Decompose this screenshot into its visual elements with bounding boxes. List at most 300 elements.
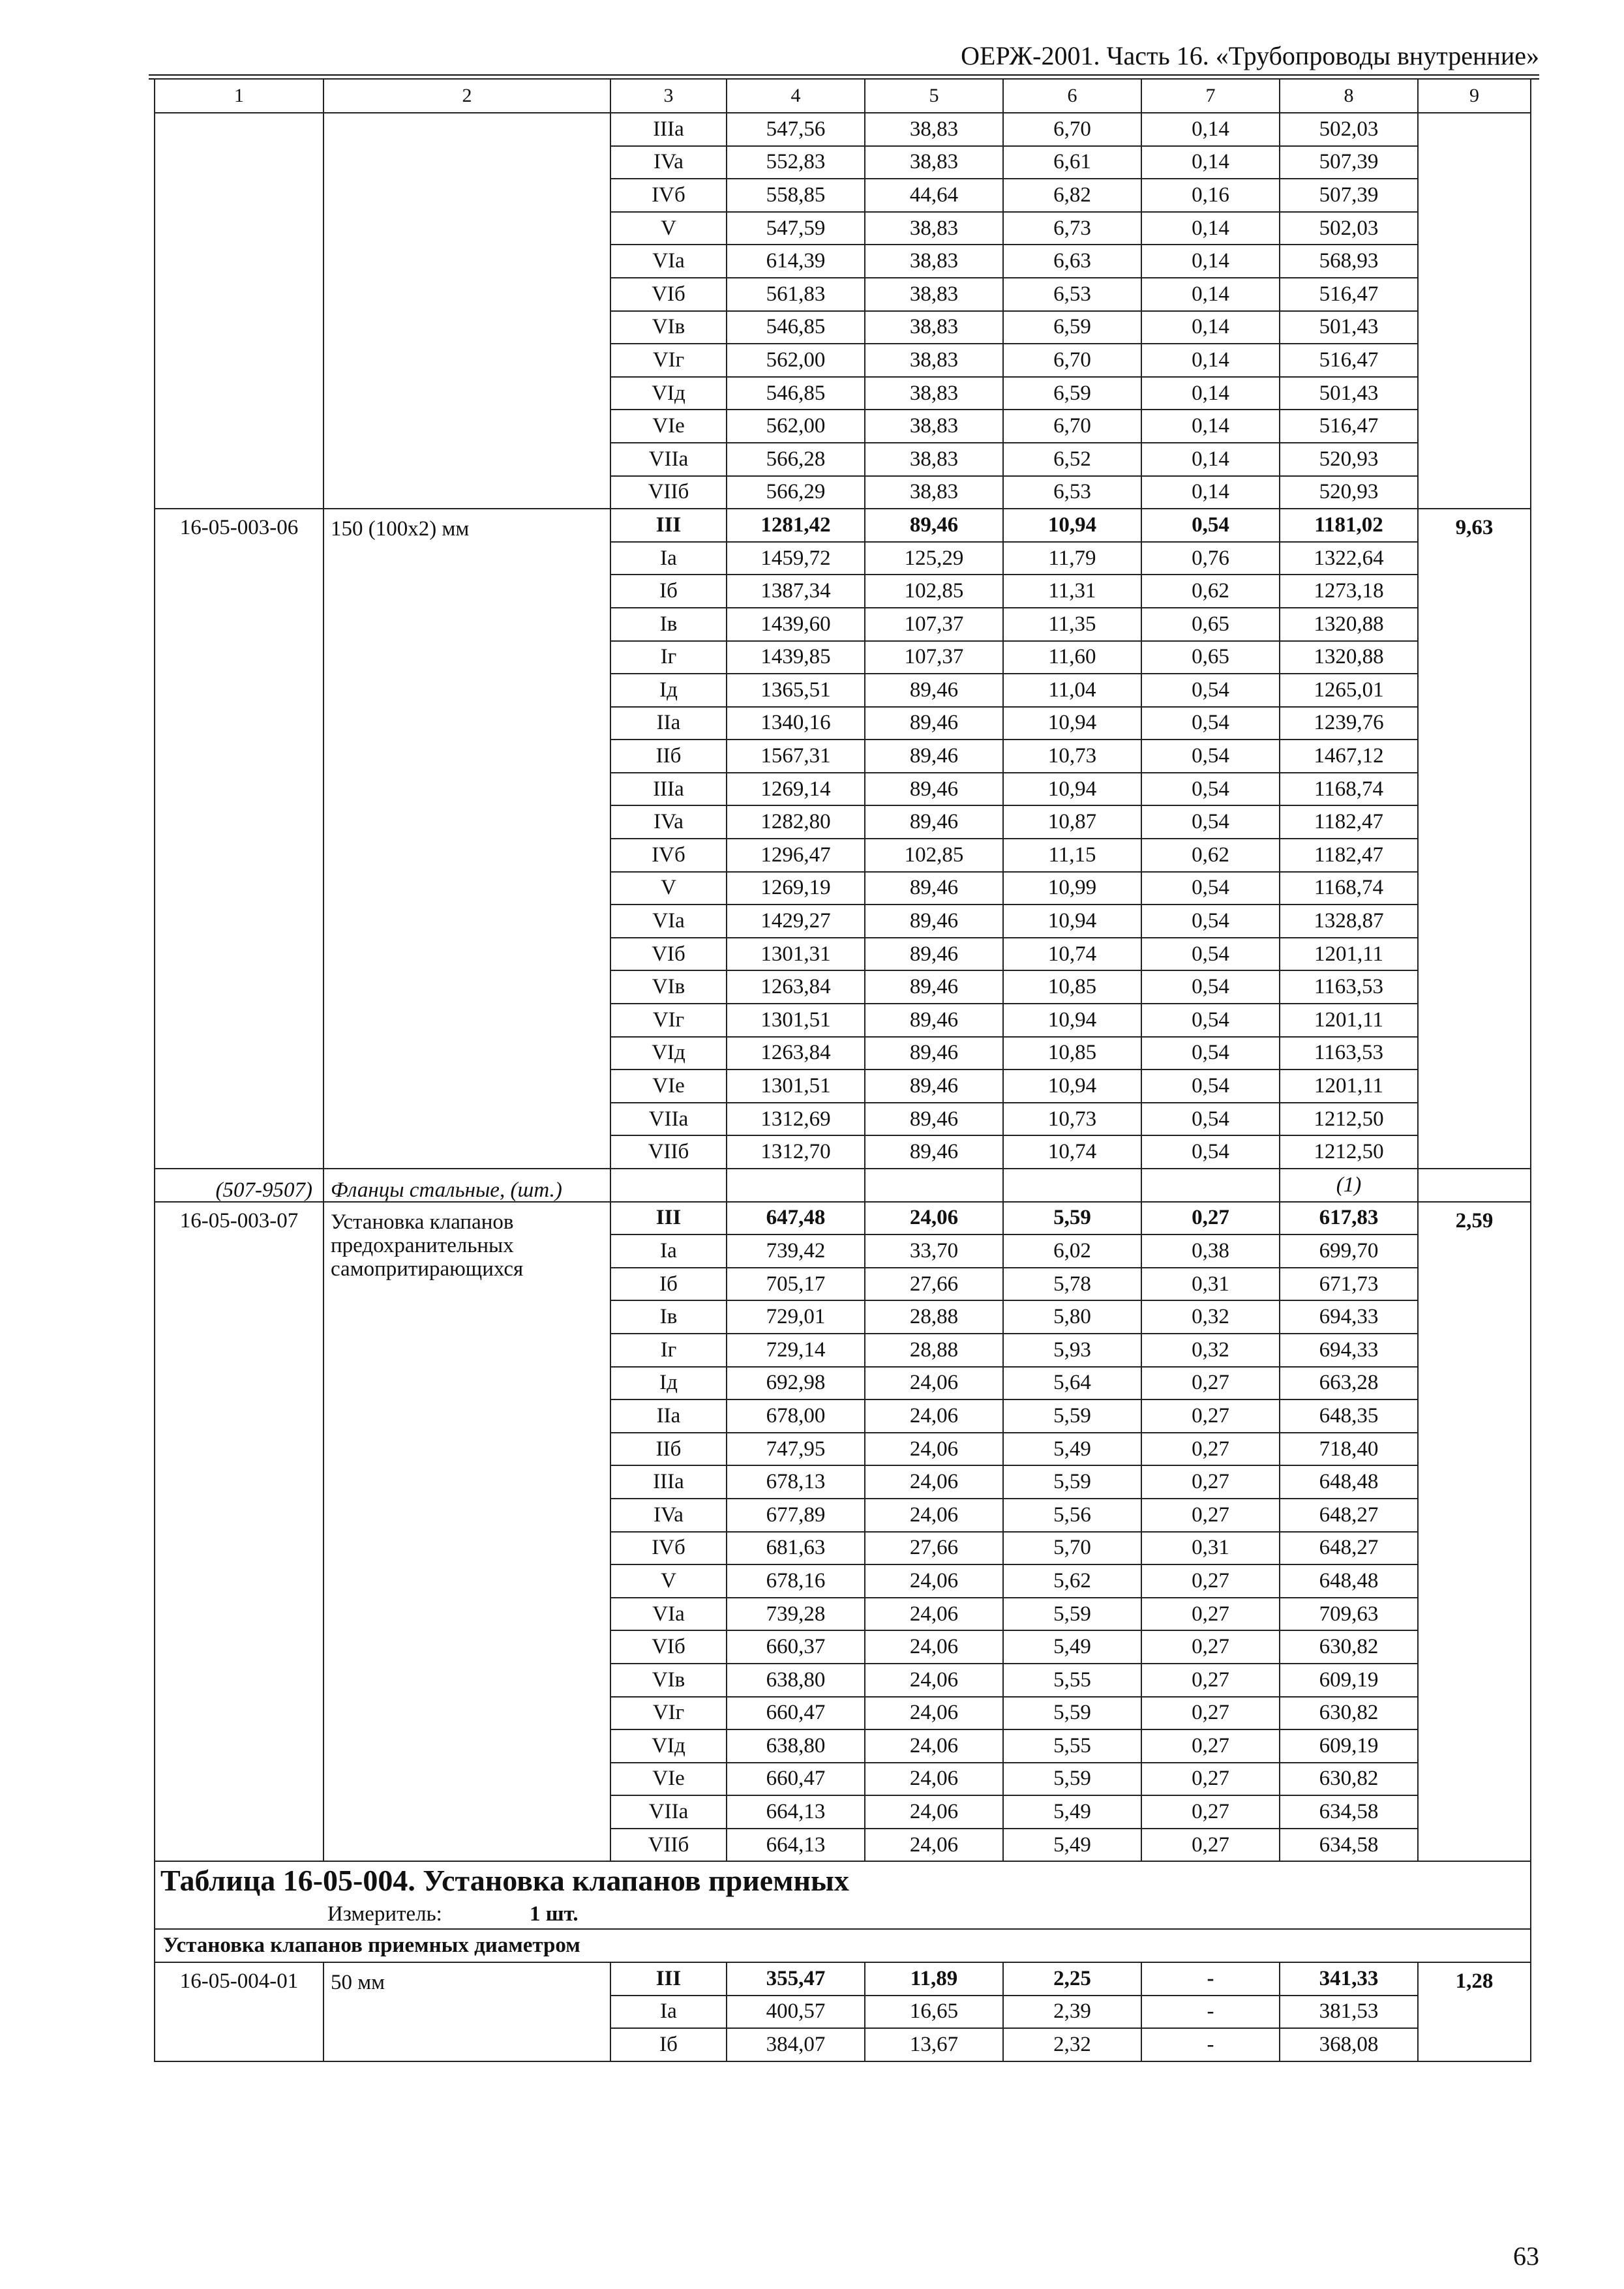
cell-col-4: 614,39: [727, 245, 865, 278]
cell-col-3: IIб: [610, 1433, 727, 1466]
cell-col-8: 663,28: [1280, 1367, 1418, 1400]
cell-col-8: 1201,11: [1280, 938, 1418, 971]
cell-col-6: 6,73: [1003, 212, 1141, 245]
cell-col-7: 0,54: [1141, 872, 1280, 905]
labor-norm: 1,28: [1418, 1962, 1531, 2061]
cell-col-3: VIв: [610, 1664, 727, 1697]
cell-col-4: 1387,34: [727, 575, 865, 608]
table-row: [155, 113, 1531, 146]
cell-col-8: 1322,64: [1280, 542, 1418, 575]
cell-col-3: Iб: [610, 575, 727, 608]
cell-col-8: 520,93: [1280, 476, 1418, 509]
cell-col-5: 24,06: [865, 1399, 1003, 1433]
cell-col-5: 13,67: [865, 2028, 1003, 2061]
cell-col-8: 1181,02: [1280, 509, 1418, 542]
cell-col-5: 24,06: [865, 1202, 1003, 1235]
column-number: 3: [610, 79, 727, 113]
cell-col-4: 692,98: [727, 1367, 865, 1400]
cell-col-3: Ia: [610, 1996, 727, 2029]
cell-col-7: 0,14: [1141, 278, 1280, 311]
cell-col-7: 0,38: [1141, 1234, 1280, 1268]
blank-cell: [1141, 1169, 1280, 1202]
cell-col-7: 0,54: [1141, 509, 1280, 542]
blank-cell: [1003, 1169, 1141, 1202]
cell-col-5: 89,46: [865, 1103, 1003, 1136]
cell-col-8: 568,93: [1280, 245, 1418, 278]
cell-col-5: 24,06: [865, 1729, 1003, 1763]
cell-col-4: 664,13: [727, 1829, 865, 1862]
cell-col-3: VIг: [610, 1004, 727, 1037]
cell-col-4: 1282,80: [727, 805, 865, 839]
cell-col-7: 0,14: [1141, 311, 1280, 344]
cell-col-6: 6,53: [1003, 278, 1141, 311]
cell-col-5: 38,83: [865, 278, 1003, 311]
cell-col-6: 10,94: [1003, 1004, 1141, 1037]
cell-col-7: 0,54: [1141, 1103, 1280, 1136]
cell-col-5: 89,46: [865, 773, 1003, 806]
cell-col-8: 1168,74: [1280, 872, 1418, 905]
cell-col-8: 671,73: [1280, 1268, 1418, 1301]
cell-col-5: 24,06: [865, 1664, 1003, 1697]
cell-col-5: 33,70: [865, 1234, 1003, 1268]
cell-col-5: 38,83: [865, 410, 1003, 443]
labor-norm: 2,59: [1418, 1202, 1531, 1862]
cell-col-7: 0,54: [1141, 905, 1280, 938]
item-description: 50 мм: [323, 1962, 610, 2061]
cell-col-6: 6,02: [1003, 1234, 1141, 1268]
cell-col-5: 16,65: [865, 1996, 1003, 2029]
cell-col-3: IVб: [610, 179, 727, 212]
cell-col-6: 2,39: [1003, 1996, 1141, 2029]
cell-col-3: VIa: [610, 905, 727, 938]
meter-value: 1 шт.: [530, 1902, 579, 1926]
cell-col-3: III: [610, 1202, 727, 1235]
column-number: 1: [155, 79, 323, 113]
cell-col-5: 89,46: [865, 740, 1003, 773]
item-code: 16-05-004-01: [155, 1962, 323, 2061]
cell-col-5: 24,06: [865, 1697, 1003, 1730]
cell-col-5: 89,46: [865, 905, 1003, 938]
cell-col-5: 24,06: [865, 1630, 1003, 1664]
material-note-row: [155, 1169, 1531, 1202]
cell-col-6: 10,94: [1003, 509, 1141, 542]
cell-col-5: 38,83: [865, 311, 1003, 344]
cell-col-4: 747,95: [727, 1433, 865, 1466]
cell-col-3: Ia: [610, 1234, 727, 1268]
cell-col-3: VIб: [610, 278, 727, 311]
cell-col-3: IVa: [610, 805, 727, 839]
cell-col-3: VIIa: [610, 1103, 727, 1136]
cell-col-5: 89,46: [865, 1004, 1003, 1037]
cell-col-8: 1182,47: [1280, 839, 1418, 872]
cell-col-3: VIIa: [610, 1795, 727, 1829]
cell-col-3: IVб: [610, 839, 727, 872]
cell-col-8: 1212,50: [1280, 1135, 1418, 1169]
cell-col-4: 546,85: [727, 311, 865, 344]
cell-col-4: 681,63: [727, 1532, 865, 1565]
cell-col-4: 660,47: [727, 1697, 865, 1730]
cell-col-5: 38,83: [865, 443, 1003, 476]
cell-col-6: 5,59: [1003, 1465, 1141, 1499]
cell-col-4: 660,37: [727, 1630, 865, 1664]
cell-col-6: 6,70: [1003, 113, 1141, 146]
cell-col-6: 6,63: [1003, 245, 1141, 278]
cell-col-7: 0,27: [1141, 1664, 1280, 1697]
cell-col-3: VIд: [610, 1037, 727, 1070]
cell-col-5: 44,64: [865, 179, 1003, 212]
cell-col-6: 5,59: [1003, 1763, 1141, 1796]
cell-col-4: 729,01: [727, 1300, 865, 1334]
cell-col-3: VIIб: [610, 476, 727, 509]
cell-col-7: 0,27: [1141, 1367, 1280, 1400]
material-quantity: (1): [1280, 1169, 1418, 1202]
cell-col-8: 1273,18: [1280, 575, 1418, 608]
cell-col-5: 102,85: [865, 839, 1003, 872]
cell-col-8: 630,82: [1280, 1697, 1418, 1730]
meter-label: Измеритель:: [327, 1902, 442, 1926]
cell-col-8: 1201,11: [1280, 1070, 1418, 1103]
cell-col-4: 1281,42: [727, 509, 865, 542]
cell-col-7: 0,65: [1141, 608, 1280, 641]
cell-col-6: 6,82: [1003, 179, 1141, 212]
cell-col-3: V: [610, 872, 727, 905]
cell-col-8: 516,47: [1280, 278, 1418, 311]
cell-col-4: 1301,51: [727, 1004, 865, 1037]
cell-col-8: 1201,11: [1280, 1004, 1418, 1037]
cell-col-5: 89,46: [865, 674, 1003, 707]
cell-col-7: 0,31: [1141, 1268, 1280, 1301]
cell-col-7: 0,32: [1141, 1334, 1280, 1367]
cell-col-6: 5,70: [1003, 1532, 1141, 1565]
blank-cell: [727, 1169, 865, 1202]
table-title-row: [155, 1861, 1531, 1900]
cell-col-5: 11,89: [865, 1962, 1003, 1996]
table-row: [155, 1962, 1531, 1996]
cell-col-8: 699,70: [1280, 1234, 1418, 1268]
cell-col-8: 501,43: [1280, 377, 1418, 410]
cell-col-8: 648,48: [1280, 1564, 1418, 1598]
cell-col-6: 10,85: [1003, 1037, 1141, 1070]
cell-col-5: 24,06: [865, 1499, 1003, 1532]
cell-col-4: 384,07: [727, 2028, 865, 2061]
cell-col-7: 0,54: [1141, 805, 1280, 839]
cell-col-3: IIa: [610, 1399, 727, 1433]
cell-col-3: IVa: [610, 146, 727, 179]
cell-col-6: 5,59: [1003, 1697, 1141, 1730]
cell-col-5: 38,83: [865, 377, 1003, 410]
cell-col-6: 10,94: [1003, 1070, 1141, 1103]
cell-col-6: 11,60: [1003, 641, 1141, 674]
cell-col-4: 1312,70: [727, 1135, 865, 1169]
cell-col-4: 1567,31: [727, 740, 865, 773]
cell-col-3: VIг: [610, 344, 727, 377]
cell-col-3: Iд: [610, 1367, 727, 1400]
cell-col-5: 89,46: [865, 1037, 1003, 1070]
cell-col-8: 502,03: [1280, 212, 1418, 245]
cell-col-6: 10,74: [1003, 938, 1141, 971]
cell-col-4: 547,56: [727, 113, 865, 146]
cell-col-8: 609,19: [1280, 1664, 1418, 1697]
cell-col-4: 1439,60: [727, 608, 865, 641]
cell-col-7: 0,27: [1141, 1729, 1280, 1763]
cell-col-5: 89,46: [865, 707, 1003, 740]
cell-col-8: 516,47: [1280, 410, 1418, 443]
cell-col-6: 6,61: [1003, 146, 1141, 179]
cell-col-4: 1439,85: [727, 641, 865, 674]
cell-col-6: 10,99: [1003, 872, 1141, 905]
page-number: 63: [1513, 2241, 1539, 2271]
cell-col-6: 5,93: [1003, 1334, 1141, 1367]
cell-col-5: 89,46: [865, 970, 1003, 1004]
cell-col-8: 1212,50: [1280, 1103, 1418, 1136]
cell-col-3: IIб: [610, 740, 727, 773]
cell-col-8: 341,33: [1280, 1962, 1418, 1996]
cell-col-7: 0,76: [1141, 542, 1280, 575]
cell-col-5: 89,46: [865, 938, 1003, 971]
cell-col-6: 10,87: [1003, 805, 1141, 839]
cell-col-6: 11,04: [1003, 674, 1141, 707]
cell-col-6: 5,49: [1003, 1630, 1141, 1664]
cell-col-5: 27,66: [865, 1532, 1003, 1565]
cell-col-5: 27,66: [865, 1268, 1003, 1301]
cell-col-8: 648,27: [1280, 1532, 1418, 1565]
cell-col-8: 648,35: [1280, 1399, 1418, 1433]
cell-col-8: 1320,88: [1280, 608, 1418, 641]
header-rule: [149, 74, 1539, 76]
cell-col-5: 24,06: [865, 1598, 1003, 1631]
cell-col-4: 729,14: [727, 1334, 865, 1367]
blank-col-2: [323, 113, 610, 509]
cell-col-8: 1265,01: [1280, 674, 1418, 707]
cell-col-6: 11,79: [1003, 542, 1141, 575]
blank-cell: [610, 1169, 727, 1202]
cell-col-5: 28,88: [865, 1334, 1003, 1367]
cell-col-3: VIд: [610, 1729, 727, 1763]
cell-col-3: Iв: [610, 1300, 727, 1334]
cell-col-4: 678,16: [727, 1564, 865, 1598]
cell-col-5: 107,37: [865, 641, 1003, 674]
cell-col-6: 6,59: [1003, 311, 1141, 344]
cell-col-7: 0,54: [1141, 674, 1280, 707]
cell-col-3: IIIa: [610, 773, 727, 806]
cell-col-8: 648,27: [1280, 1499, 1418, 1532]
cell-col-7: 0,27: [1141, 1763, 1280, 1796]
cell-col-6: 5,80: [1003, 1300, 1141, 1334]
material-name: Фланцы стальные, (шт.): [323, 1169, 610, 1202]
cell-col-3: VIв: [610, 311, 727, 344]
cell-col-4: 678,00: [727, 1399, 865, 1433]
cell-col-7: 0,16: [1141, 179, 1280, 212]
cell-col-8: 381,53: [1280, 1996, 1418, 2029]
cell-col-8: 1168,74: [1280, 773, 1418, 806]
cell-col-6: 5,59: [1003, 1202, 1141, 1235]
cell-col-6: 5,59: [1003, 1598, 1141, 1631]
cell-col-4: 566,29: [727, 476, 865, 509]
cell-col-7: -: [1141, 1996, 1280, 2029]
cell-col-4: 1312,69: [727, 1103, 865, 1136]
cell-col-8: 1328,87: [1280, 905, 1418, 938]
cell-col-6: 6,59: [1003, 377, 1141, 410]
cell-col-7: 0,14: [1141, 344, 1280, 377]
cell-col-6: 6,70: [1003, 410, 1141, 443]
cell-col-6: 6,53: [1003, 476, 1141, 509]
cell-col-6: 10,85: [1003, 970, 1141, 1004]
column-number: 9: [1418, 79, 1531, 113]
cell-col-7: 0,14: [1141, 443, 1280, 476]
cell-col-7: 0,27: [1141, 1499, 1280, 1532]
table-row: [155, 509, 1531, 542]
cell-col-8: 507,39: [1280, 146, 1418, 179]
cell-col-5: 107,37: [865, 608, 1003, 641]
cell-col-3: Iг: [610, 1334, 727, 1367]
blank-col-9: [1418, 113, 1531, 509]
cell-col-4: 660,47: [727, 1763, 865, 1796]
column-number: 7: [1141, 79, 1280, 113]
cell-col-7: 0,27: [1141, 1564, 1280, 1598]
column-number: 4: [727, 79, 865, 113]
cell-col-4: 1365,51: [727, 674, 865, 707]
cell-col-7: 0,65: [1141, 641, 1280, 674]
cell-col-5: 24,06: [865, 1829, 1003, 1862]
cell-col-3: Iв: [610, 608, 727, 641]
cell-col-3: VIe: [610, 1070, 727, 1103]
cell-col-6: 6,70: [1003, 344, 1141, 377]
cell-col-4: 562,00: [727, 410, 865, 443]
cell-col-8: 617,83: [1280, 1202, 1418, 1235]
blank-cell: [1418, 1169, 1531, 1202]
cell-col-8: 516,47: [1280, 344, 1418, 377]
cell-col-7: 0,54: [1141, 1004, 1280, 1037]
cell-col-3: V: [610, 212, 727, 245]
item-code: 16-05-003-06: [155, 509, 323, 1169]
cell-col-4: 739,28: [727, 1598, 865, 1631]
material-code: (507-9507): [155, 1169, 323, 1202]
cell-col-4: 664,13: [727, 1795, 865, 1829]
cell-col-5: 24,06: [865, 1465, 1003, 1499]
cell-col-6: 5,49: [1003, 1795, 1141, 1829]
cell-col-3: VIe: [610, 1763, 727, 1796]
cell-col-7: 0,27: [1141, 1795, 1280, 1829]
cell-col-6: 2,25: [1003, 1962, 1141, 1996]
cell-col-5: 89,46: [865, 805, 1003, 839]
table-row: [155, 1202, 1531, 1235]
cell-col-5: 125,29: [865, 542, 1003, 575]
cell-col-4: 638,80: [727, 1729, 865, 1763]
cell-col-7: 0,27: [1141, 1433, 1280, 1466]
cell-col-8: 1182,47: [1280, 805, 1418, 839]
cell-col-3: VIд: [610, 377, 727, 410]
blank-cell: [865, 1169, 1003, 1202]
cell-col-3: VIб: [610, 1630, 727, 1664]
cell-col-8: 694,33: [1280, 1334, 1418, 1367]
cell-col-7: 0,54: [1141, 1070, 1280, 1103]
cell-col-6: 5,49: [1003, 1829, 1141, 1862]
column-number: 2: [323, 79, 610, 113]
cell-col-5: 102,85: [865, 575, 1003, 608]
cell-col-4: 705,17: [727, 1268, 865, 1301]
cell-col-4: 546,85: [727, 377, 865, 410]
cell-col-3: Iб: [610, 1268, 727, 1301]
cell-col-7: 0,27: [1141, 1202, 1280, 1235]
cell-col-7: 0,27: [1141, 1465, 1280, 1499]
section-title: Установка клапанов приемных диаметром: [155, 1929, 1531, 1962]
cell-col-5: 38,83: [865, 476, 1003, 509]
cell-col-4: 562,00: [727, 344, 865, 377]
cell-col-3: Iг: [610, 641, 727, 674]
cell-col-8: 1320,88: [1280, 641, 1418, 674]
cell-col-4: 1269,19: [727, 872, 865, 905]
cell-col-4: 647,48: [727, 1202, 865, 1235]
cell-col-4: 1263,84: [727, 970, 865, 1004]
cell-col-8: 507,39: [1280, 179, 1418, 212]
cell-col-8: 1467,12: [1280, 740, 1418, 773]
cell-col-7: 0,14: [1141, 377, 1280, 410]
cell-col-3: VIa: [610, 245, 727, 278]
cell-col-8: 630,82: [1280, 1630, 1418, 1664]
cell-col-6: 11,35: [1003, 608, 1141, 641]
cell-col-8: 501,43: [1280, 311, 1418, 344]
cell-col-7: 0,14: [1141, 245, 1280, 278]
cell-col-4: 1340,16: [727, 707, 865, 740]
cell-col-7: 0,14: [1141, 113, 1280, 146]
cell-col-4: 552,83: [727, 146, 865, 179]
cell-col-3: VIIб: [610, 1135, 727, 1169]
cell-col-3: VIe: [610, 410, 727, 443]
price-table: [154, 78, 1531, 2062]
cell-col-7: 0,54: [1141, 707, 1280, 740]
meter-cell: [155, 1900, 1531, 1929]
cell-col-5: 24,06: [865, 1433, 1003, 1466]
cell-col-6: 5,55: [1003, 1729, 1141, 1763]
cell-col-7: 0,14: [1141, 476, 1280, 509]
cell-col-6: 10,74: [1003, 1135, 1141, 1169]
cell-col-3: Ia: [610, 542, 727, 575]
column-number: 8: [1280, 79, 1418, 113]
cell-col-3: IIIa: [610, 1465, 727, 1499]
column-number-row: [155, 79, 1531, 113]
cell-col-3: V: [610, 1564, 727, 1598]
cell-col-5: 89,46: [865, 1070, 1003, 1103]
cell-col-4: 1269,14: [727, 773, 865, 806]
labor-norm: 9,63: [1418, 509, 1531, 1169]
cell-col-3: VIг: [610, 1697, 727, 1730]
section-row: [155, 1929, 1531, 1962]
cell-col-4: 638,80: [727, 1664, 865, 1697]
cell-col-6: 5,55: [1003, 1664, 1141, 1697]
cell-col-7: 0,32: [1141, 1300, 1280, 1334]
cell-col-3: III: [610, 1962, 727, 1996]
column-number: 6: [1003, 79, 1141, 113]
cell-col-3: VIa: [610, 1598, 727, 1631]
cell-col-7: -: [1141, 2028, 1280, 2061]
cell-col-8: 609,19: [1280, 1729, 1418, 1763]
cell-col-4: 355,47: [727, 1962, 865, 1996]
cell-col-8: 694,33: [1280, 1300, 1418, 1334]
cell-col-6: 10,94: [1003, 773, 1141, 806]
table-title: Таблица 16-05-004. Установка клапанов приемных: [155, 1861, 1531, 1900]
cell-col-7: 0,54: [1141, 773, 1280, 806]
cell-col-3: Iб: [610, 2028, 727, 2061]
cell-col-3: VIв: [610, 970, 727, 1004]
cell-col-3: IIa: [610, 707, 727, 740]
cell-col-7: 0,14: [1141, 410, 1280, 443]
cell-col-7: 0,27: [1141, 1829, 1280, 1862]
cell-col-8: 630,82: [1280, 1763, 1418, 1796]
cell-col-3: III: [610, 509, 727, 542]
cell-col-5: 24,06: [865, 1763, 1003, 1796]
cell-col-4: 1263,84: [727, 1037, 865, 1070]
cell-col-6: 6,52: [1003, 443, 1141, 476]
